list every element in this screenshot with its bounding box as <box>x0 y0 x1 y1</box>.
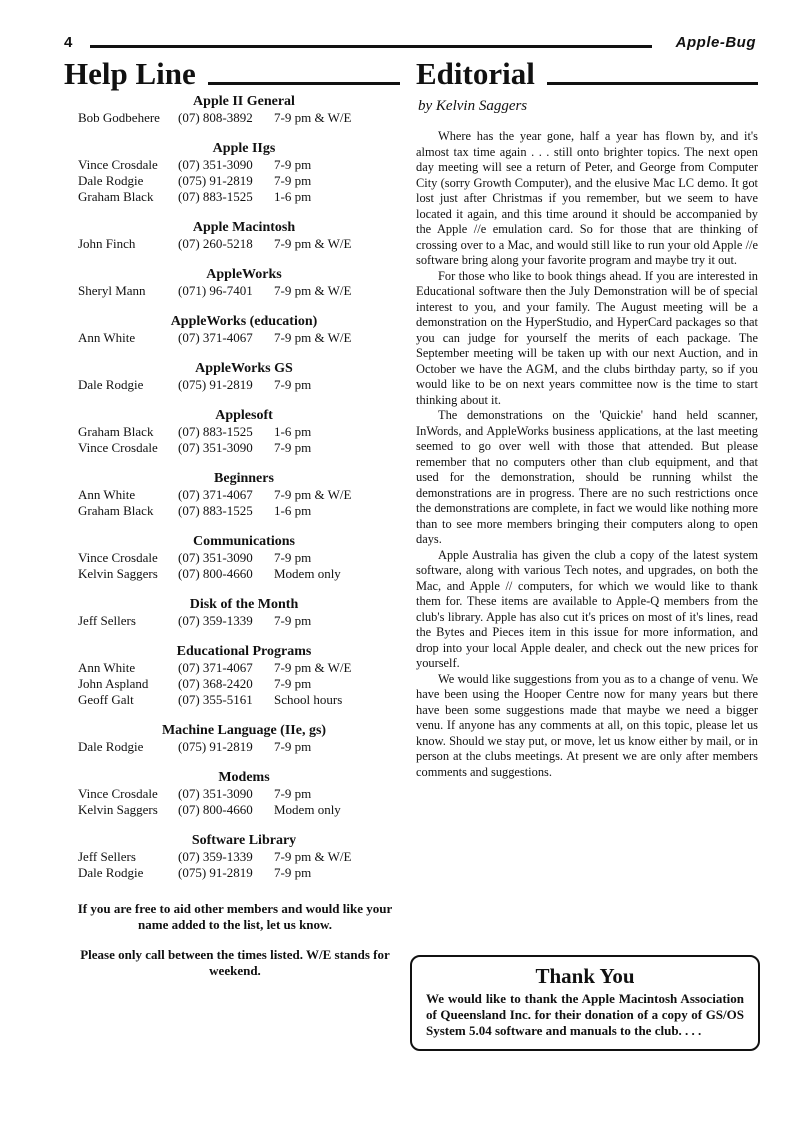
contact-hours: 1-6 pm <box>274 424 312 439</box>
contact-hours: School hours <box>274 692 343 707</box>
contact-row <box>64 189 400 205</box>
category-title: Disk of the Month <box>189 597 299 612</box>
contact-phone: (07) 883-1525 <box>178 189 253 204</box>
contact-phone: (07) 800-4660 <box>178 802 253 817</box>
contact-hours: Modem only <box>274 566 341 581</box>
editorial-paragraph: Apple Australia has given the club a copy of the latest system software, along with various Tech notes, and upgrades, on both the Mac, and Apple // computers, for which we would like to thank them for. These items are available to Apple-Q members from the club's library. Apple has also cut it's prices on most of it's lines, read the Bytes and Pieces item in this issue for more information, and drop into your local Apple dealer, and check out the new prices for yourself. <box>416 547 758 670</box>
contact-phone: (07) 359-1339 <box>178 849 253 864</box>
contact-phone: (07) 368-2420 <box>178 676 253 691</box>
contact-row <box>64 377 400 393</box>
contact-hours: Modem only <box>274 802 341 817</box>
contact-name: Kelvin Saggers <box>78 802 158 817</box>
contact-name: Dale Rodgie <box>78 173 144 188</box>
contact-name: Graham Black <box>78 424 154 439</box>
contact-hours: 7-9 pm & W/E <box>274 487 352 502</box>
contact-phone: (07) 351-3090 <box>178 786 253 801</box>
editorial-paragraph: The demonstrations on the 'Quickie' hand held scanner, InWords, and AppleWorks business applications, at the last meeting seemed to go over well with those that attended. But please remember that no computers other than club equipment, and that used for the demonstration, should be running whilst the demonstrations are in progress. There are no such restrictions once the demonstrations are complete, in fact we would like nothing more than to see more members bringing their computers along to open days. <box>416 408 758 546</box>
contact-hours: 7-9 pm & W/E <box>274 849 352 864</box>
category-title: AppleWorks <box>206 267 282 282</box>
thank-you-title: Thank You <box>535 964 635 988</box>
contact-row <box>64 157 400 173</box>
editorial-column <box>416 56 758 780</box>
helpline-list <box>64 94 400 881</box>
contact-row <box>64 283 400 299</box>
contact-name: Ann White <box>78 330 136 345</box>
contact-row <box>64 802 400 818</box>
contact-name: John Aspland <box>78 676 149 691</box>
category-title: Software Library <box>191 833 297 848</box>
contact-row <box>64 550 400 566</box>
page-header <box>64 36 756 56</box>
contact-name: Jeff Sellers <box>78 849 136 864</box>
contact-phone: (07) 351-3090 <box>178 550 253 565</box>
thank-you-box <box>410 955 760 1051</box>
contact-phone: (07) 371-4067 <box>178 487 253 502</box>
contact-phone: (07) 883-1525 <box>178 424 253 439</box>
contact-phone: (07) 351-3090 <box>178 440 253 455</box>
contact-row <box>64 849 400 865</box>
contact-row <box>64 110 400 126</box>
editorial-paragraph: We would like suggestions from you as to a change of venu. We have been using the Hooper Centre now for many years but there have been some suggestions made that maybe we need a bigger venu. If anyone has any comments at all, on this topic, please let us know. Should we stay put, or move, let us know either by mail, or in person at the clubs meetings. At present we are only after members comments and suggestions. <box>416 671 758 779</box>
contact-hours: 1-6 pm <box>274 503 312 518</box>
contact-phone: (075) 91-2819 <box>178 377 253 392</box>
category-title: AppleWorks (education) <box>170 314 318 329</box>
contact-name: Graham Black <box>78 503 154 518</box>
editorial-body <box>416 129 758 780</box>
contact-row <box>64 613 400 629</box>
contact-name: Dale Rodgie <box>78 739 144 754</box>
category-title: Modems <box>218 770 270 785</box>
volunteer-note: If you are free to aid other members and would like your name added to the list, let us know. <box>77 901 393 932</box>
contact-phone: (07) 351-3090 <box>178 157 253 172</box>
contact-name: Ann White <box>78 660 136 675</box>
category-title: Applesoft <box>215 408 273 423</box>
category-title: Apple II General <box>193 94 295 109</box>
contact-phone: (075) 91-2819 <box>178 173 253 188</box>
contact-hours: 7-9 pm <box>274 157 312 172</box>
header-rule <box>90 45 652 48</box>
contact-hours: 7-9 pm <box>274 550 312 565</box>
contact-name: Dale Rodgie <box>78 865 144 880</box>
contact-name: Vince Crosdale <box>78 550 158 565</box>
contact-row <box>64 692 400 708</box>
contact-name: Vince Crosdale <box>78 157 158 172</box>
category-title: Apple IIgs <box>212 141 276 156</box>
magazine-name: Apple-Bug <box>675 34 756 51</box>
category-title: Beginners <box>214 471 274 486</box>
contact-row <box>64 503 400 519</box>
contact-phone: (07) 355-5161 <box>178 692 253 707</box>
helpline-title: Help Line <box>64 56 196 91</box>
contact-phone: (07) 371-4067 <box>178 660 253 675</box>
contact-row <box>64 739 400 755</box>
contact-hours: 7-9 pm <box>274 786 312 801</box>
contact-row <box>64 236 400 252</box>
contact-phone: (07) 800-4660 <box>178 566 253 581</box>
contact-hours: 7-9 pm & W/E <box>274 110 352 125</box>
contact-row <box>64 786 400 802</box>
contact-phone: (075) 91-2819 <box>178 865 253 880</box>
contact-phone: (07) 808-3892 <box>178 110 253 125</box>
title-rule <box>547 82 758 85</box>
editorial-paragraph: For those who like to book things ahead. If you are interested in Educational software then the July Demonstration will be of special interest to you, and your family. The August meeting will be a demonstration on the HyperStudio, and HyperCard packages so that you can judge for yourself the merits of each package. The September meeting will be taken up with our next Auction, and in October we have the AGM, and the clubs birthday party, so if you would like to be on next years committee now is the time to start thinking about it. <box>416 268 758 407</box>
contact-hours: 7-9 pm <box>274 676 312 691</box>
contact-row <box>64 865 400 881</box>
helpline-column <box>64 56 400 993</box>
contact-hours: 7-9 pm & W/E <box>274 330 352 345</box>
category-title: Apple Macintosh <box>192 220 296 235</box>
contact-name: Jeff Sellers <box>78 613 136 628</box>
contact-phone: (075) 91-2819 <box>178 739 253 754</box>
page-number: 4 <box>64 34 73 51</box>
contact-hours: 7-9 pm <box>274 377 312 392</box>
editorial-byline: by Kelvin Saggers <box>418 98 528 114</box>
contact-hours: 7-9 pm <box>274 865 312 880</box>
title-rule <box>208 82 400 85</box>
contact-phone: (071) 96-7401 <box>178 283 253 298</box>
contact-row <box>64 424 400 440</box>
call-times-note: Please only call between the times listed. W/E stands for weekend. <box>80 947 390 978</box>
category-title: Educational Programs <box>176 644 312 659</box>
contact-row <box>64 487 400 503</box>
thank-you-text: We would like to thank the Apple Macintosh Association of Queensland Inc. for their donation of a copy of GS/OS System 5.04 software and manuals to the club. . . . <box>426 991 744 1038</box>
contact-name: Sheryl Mann <box>78 283 146 298</box>
contact-name: Graham Black <box>78 189 154 204</box>
contact-row <box>64 330 400 346</box>
editorial-title: Editorial <box>416 56 535 91</box>
contact-name: John Finch <box>78 236 136 251</box>
contact-name: Dale Rodgie <box>78 377 144 392</box>
contact-row <box>64 660 400 676</box>
contact-hours: 7-9 pm & W/E <box>274 660 352 675</box>
category-title: Machine Language (IIe, gs) <box>161 723 327 738</box>
contact-hours: 1-6 pm <box>274 189 312 204</box>
contact-row <box>64 566 400 582</box>
contact-row <box>64 173 400 189</box>
contact-name: Geoff Galt <box>78 692 134 707</box>
contact-row <box>64 676 400 692</box>
contact-hours: 7-9 pm <box>274 739 312 754</box>
contact-row <box>64 440 400 456</box>
contact-phone: (07) 260-5218 <box>178 236 253 251</box>
contact-hours: 7-9 pm <box>274 613 312 628</box>
editorial-title-row <box>416 56 758 92</box>
contact-name: Vince Crosdale <box>78 786 158 801</box>
contact-hours: 7-9 pm & W/E <box>274 236 352 251</box>
contact-name: Ann White <box>78 487 136 502</box>
helpline-title-row <box>64 56 400 92</box>
editorial-paragraph: Where has the year gone, half a year has flown by, and it's almost tax time again . . . still onto brighter topics. The next open day meeting will see a return of Peter, and George from Computer City (sorry Growth Computer), and the elusive Mac LC demo. It got lost just after Christmas if you remember, but we seem to have located it again, and this time around it should be accompanied by the Apple //e emulation card. So for those that are thinking of crossing over to a Mac, and would still like to run your old Apple //e software bring along your favorite program and maybe try it out. <box>416 129 758 267</box>
contact-hours: 7-9 pm <box>274 440 312 455</box>
category-title: AppleWorks GS <box>195 361 293 376</box>
contact-name: Bob Godbehere <box>78 110 160 125</box>
contact-phone: (07) 371-4067 <box>178 330 253 345</box>
contact-name: Kelvin Saggers <box>78 566 158 581</box>
contact-phone: (07) 359-1339 <box>178 613 253 628</box>
category-title: Communications <box>193 534 295 549</box>
contact-hours: 7-9 pm <box>274 173 312 188</box>
contact-phone: (07) 883-1525 <box>178 503 253 518</box>
contact-hours: 7-9 pm & W/E <box>274 283 352 298</box>
contact-name: Vince Crosdale <box>78 440 158 455</box>
helpline-notes <box>64 901 400 979</box>
